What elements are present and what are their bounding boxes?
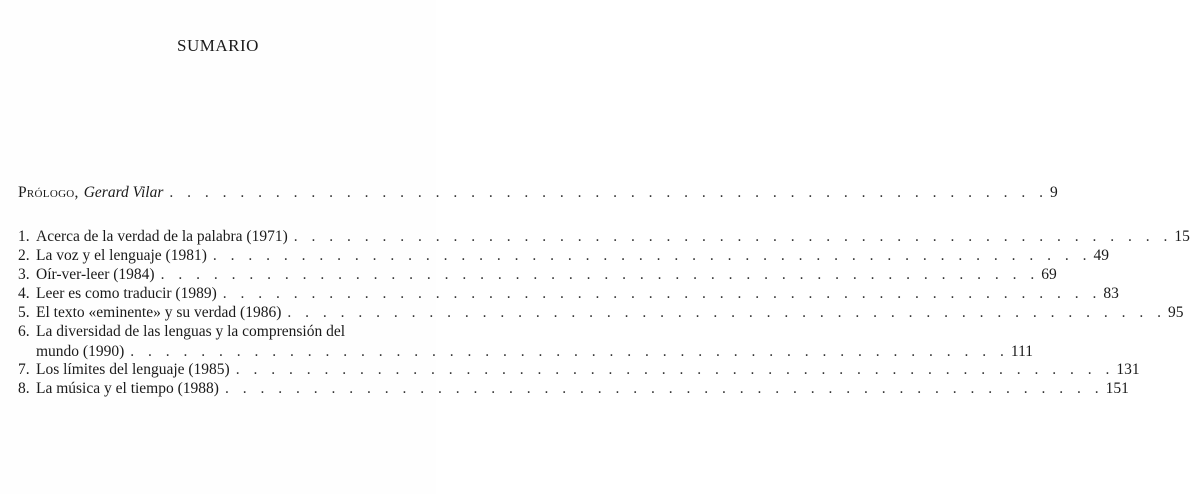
chapter-title: Oír-ver-leer (1984) (36, 266, 155, 283)
leader-dots: . . . . . . . . . . . . . . . . . . . . . . . . . . . . . . . . . . . . . . . . . . . . . . . . . . (169, 184, 1049, 201)
prologue-author: Gerard Vilar (83, 184, 164, 201)
leader-dots: . . . . . . . . . . . . . . . . . . . . . . . . . . . . . . . . . . . . . . . . . . . . . . . . . . (224, 380, 1104, 397)
page-number: 69 (1041, 266, 1057, 283)
page-title: SUMARIO (177, 36, 259, 55)
chapter-title: La voz y el lenguaje (1981) (36, 247, 207, 264)
leader-dots: . . . . . . . . . . . . . . . . . . . . . . . . . . . . . . . . . . . . . . . . . . . . . . . . . . (235, 361, 1115, 378)
page-number: 131 (1116, 361, 1140, 378)
chapter-number: 8. (18, 380, 30, 397)
page-number: 95 (1167, 304, 1184, 321)
chapter-number: 4. (18, 285, 30, 302)
leader-dots: . . . . . . . . . . . . . . . . . . . . . . . . . . . . . . . . . . . . . . . . . . . . . . . . . . (130, 343, 1009, 360)
leader-dots: . . . . . . . . . . . . . . . . . . . . . . . . . . . . . . . . . . . . . . . . . . . . . . . . . . (222, 285, 1102, 302)
chapter-number: 2. (18, 247, 30, 264)
leader-dots: . . . . . . . . . . . . . . . . . . . . . . . . . . . . . . . . . . . . . . . . . . . . . . . . . . (212, 247, 1092, 264)
page-number: 83 (1103, 285, 1119, 302)
leader-dots: . . . . . . . . . . . . . . . . . . . . . . . . . . . . . . . . . . . . . . . . . . . . . . . . . . (287, 304, 1166, 321)
chapter-number: 1. (18, 228, 30, 245)
chapter-number: 6. (18, 323, 30, 340)
chapter-title: La música y el tiempo (1988) (36, 380, 219, 397)
chapter-title: El texto «eminente» y su verdad (1986) (36, 304, 282, 321)
chapter-number: 5. (18, 304, 30, 321)
chapter-title: La diversidad de las lenguas y la comprensión del (36, 323, 346, 340)
page-number: 111 (1010, 343, 1033, 360)
page-number: 49 (1093, 247, 1109, 264)
leader-dots: . . . . . . . . . . . . . . . . . . . . . . . . . . . . . . . . . . . . . . . . . . . . . . . . . . (160, 266, 1040, 283)
leader-dots: . . . . . . . . . . . . . . . . . . . . . . . . . . . . . . . . . . . . . . . . . . . . . . . . . . (293, 228, 1173, 245)
chapter-number: 3. (18, 266, 30, 283)
chapter-number: 7. (18, 361, 30, 378)
page-number: 9 (1050, 184, 1058, 201)
chapter-title-continuation: mundo (1990) (36, 343, 125, 360)
chapter-title: Acerca de la verdad de la palabra (1971) (36, 228, 288, 245)
prologue-label: Prólogo, (18, 184, 79, 201)
chapter-title: Leer es como traducir (1989) (36, 285, 217, 302)
page-number: 15 (1174, 228, 1190, 245)
page-number: 151 (1105, 380, 1129, 397)
chapter-title: Los límites del lenguaje (1985) (36, 361, 230, 378)
